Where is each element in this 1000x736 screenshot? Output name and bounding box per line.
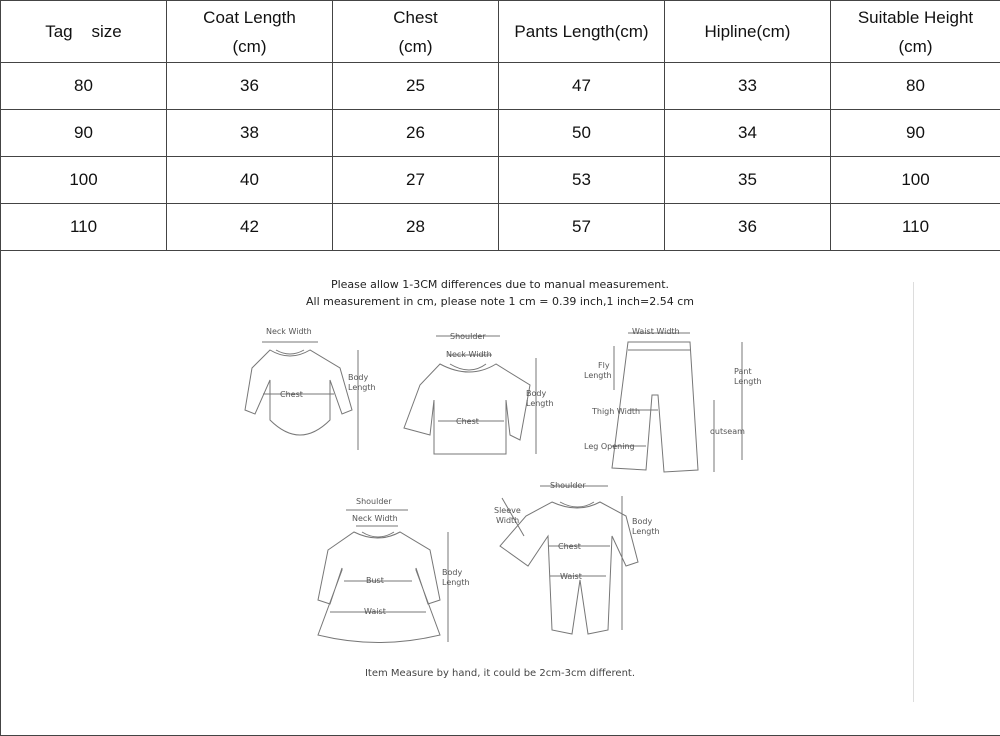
table-cell: 38 [167,110,333,157]
table-cell: 100 [1,157,167,204]
label-top-neck: Neck Width [446,350,492,359]
label-top-shoulder: Shoulder [450,332,486,341]
label-romper-length: Length [632,527,660,536]
table-cell: 26 [333,110,499,157]
table-cell: 47 [499,63,665,110]
label-dress-neck: Neck Width [352,514,398,523]
label-pants-length: Length [734,377,762,386]
label-pants-fly: Fly [598,361,610,370]
measurement-diagram [0,250,1000,736]
table-cell: 35 [665,157,831,204]
label-bodysuit-chest: Chest [280,390,303,399]
label-dress-body: Body [442,568,463,577]
table-row [1,110,1000,157]
label-top-length: Length [526,399,554,408]
table-cell: 53 [499,157,665,204]
table-cell: 33 [665,63,831,110]
label-romper-sleeve: Sleeve [494,506,521,515]
label-bodysuit-length: Length [348,383,376,392]
label-top-body: Body [526,389,547,398]
label-pants-thigh: Thigh Width [592,407,641,416]
label-pants-leg: Leg Opening [584,442,635,451]
table-cell: 42 [167,204,333,251]
label-romper-width: Width [496,516,520,525]
label-pants-outseam: outseam [710,427,745,436]
table-cell: 28 [333,204,499,251]
size-table [0,0,1000,251]
label-pants-fly-length: Length [584,371,612,380]
header-suitable-height: Suitable Height (cm) [831,1,1000,63]
label-romper-shoulder: Shoulder [550,481,586,490]
table-row [1,204,1000,251]
table-cell: 110 [831,204,1000,251]
table-cell: 36 [167,63,333,110]
label-pants-waist: Waist Width [632,327,680,336]
header-tag-size: Tag size [1,1,167,63]
label-dress-length: Length [442,578,470,587]
table-cell: 57 [499,204,665,251]
table-cell: 100 [831,157,1000,204]
label-dress-bust: Bust [366,576,384,585]
table-cell: 90 [1,110,167,157]
table-cell: 50 [499,110,665,157]
table-cell: 80 [831,63,1000,110]
note-line-1: Please allow 1-3CM differences due to manual measurement. [330,278,670,291]
table-header-row [1,1,1000,63]
table-cell: 40 [167,157,333,204]
label-top-chest: Chest [456,417,479,426]
label-bodysuit-neck: Neck Width [266,327,312,336]
label-bodysuit-body: Body [348,373,369,382]
header-chest: Chest (cm) [333,1,499,63]
header-coat-length: Coat Length (cm) [167,1,333,63]
table-cell: 110 [1,204,167,251]
label-romper-chest: Chest [558,542,581,551]
label-dress-waist: Waist [364,607,386,616]
table-row [1,63,1000,110]
table-cell: 36 [665,204,831,251]
header-pants-length: Pants Length(cm) [499,1,665,63]
table-row [1,157,1000,204]
footnote: Item Measure by hand, it could be 2cm-3cm different. [364,668,636,679]
label-romper-body: Body [632,517,653,526]
garment-drawings [0,250,1000,736]
label-pants-pant: Pant [734,367,752,376]
pants-drawing [612,333,742,472]
table-cell: 80 [1,63,167,110]
table-cell: 90 [831,110,1000,157]
label-romper-waist: Waist [560,572,582,581]
table-cell: 27 [333,157,499,204]
table-cell: 34 [665,110,831,157]
label-dress-shoulder: Shoulder [356,497,392,506]
header-hipline: Hipline(cm) [665,1,831,63]
table-cell: 25 [333,63,499,110]
note-line-2: All measurement in cm, please note 1 cm = 0.39 inch,1 inch=2.54 cm [306,295,694,308]
